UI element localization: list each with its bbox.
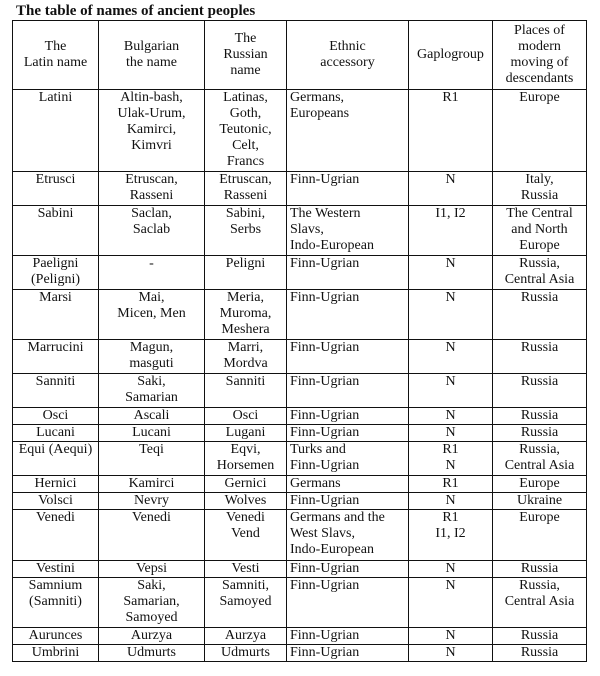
ethnic-accessory-cell: Germans and the West Slavs, Indo-European — [287, 510, 409, 561]
bulgarian-name-cell: - — [99, 256, 205, 290]
header-places: Places of modern moving of descendants — [493, 21, 587, 90]
russian-name-cell: Sanniti — [205, 374, 287, 408]
table-row — [13, 476, 587, 493]
table-row — [13, 493, 587, 510]
table-row — [13, 290, 587, 340]
places-cell: Ukraine — [493, 493, 587, 510]
latin-name-cell: Equi (Aequi) — [13, 442, 99, 476]
bulgarian-name-cell: Etruscan, Rasseni — [99, 172, 205, 206]
ethnic-accessory-cell: Finn-Ugrian — [287, 578, 409, 628]
bulgarian-name-cell: Lucani — [99, 425, 205, 442]
russian-name-cell: Osci — [205, 408, 287, 425]
ethnic-accessory-cell: Finn-Ugrian — [287, 172, 409, 206]
gaplogroup-cell: N — [409, 561, 493, 578]
ethnic-accessory-cell: Finn-Ugrian — [287, 408, 409, 425]
bulgarian-name-cell: Saclan, Saclab — [99, 206, 205, 256]
ethnic-accessory-cell: Turks and Finn-Ugrian — [287, 442, 409, 476]
table-row — [13, 442, 587, 476]
table-row — [13, 340, 587, 374]
russian-name-cell: Marri, Mordva — [205, 340, 287, 374]
header-ethnic-accessory: Ethnic accessory — [287, 21, 409, 90]
places-cell: Europe — [493, 510, 587, 561]
table-title: The table of names of ancient peoples — [16, 3, 256, 19]
table-row — [13, 561, 587, 578]
bulgarian-name-cell: Teqi — [99, 442, 205, 476]
header-russian-name: The Russian name — [205, 21, 287, 90]
gaplogroup-cell: R1 — [409, 476, 493, 493]
russian-name-cell: Eqvi, Horsemen — [205, 442, 287, 476]
table-body — [13, 90, 587, 662]
latin-name-cell: Volsci — [13, 493, 99, 510]
ethnic-accessory-cell: Finn-Ugrian — [287, 628, 409, 645]
table-row — [13, 578, 587, 628]
latin-name-cell: Venedi — [13, 510, 99, 561]
ethnic-accessory-cell: Finn-Ugrian — [287, 340, 409, 374]
russian-name-cell: Etruscan, Rasseni — [205, 172, 287, 206]
bulgarian-name-cell: Kamirci — [99, 476, 205, 493]
bulgarian-name-cell: Vepsi — [99, 561, 205, 578]
ethnic-accessory-cell: Finn-Ugrian — [287, 493, 409, 510]
latin-name-cell: Marrucini — [13, 340, 99, 374]
bulgarian-name-cell: Magun, masguti — [99, 340, 205, 374]
bulgarian-name-cell: Ascali — [99, 408, 205, 425]
gaplogroup-cell: N — [409, 374, 493, 408]
ethnic-accessory-cell: Germans, Europeans — [287, 90, 409, 172]
header-row — [13, 21, 587, 90]
latin-name-cell: Sabini — [13, 206, 99, 256]
table-row — [13, 628, 587, 645]
places-cell: The Central and North Europe — [493, 206, 587, 256]
russian-name-cell: Wolves — [205, 493, 287, 510]
places-cell: Europe — [493, 476, 587, 493]
bulgarian-name-cell: Udmurts — [99, 645, 205, 662]
places-cell: Russia, Central Asia — [493, 442, 587, 476]
table-row — [13, 408, 587, 425]
ethnic-accessory-cell: Germans — [287, 476, 409, 493]
peoples-table — [12, 20, 587, 662]
table-row — [13, 425, 587, 442]
places-cell: Russia — [493, 290, 587, 340]
gaplogroup-cell: N — [409, 172, 493, 206]
gaplogroup-cell: R1 — [409, 90, 493, 172]
latin-name-cell: Latini — [13, 90, 99, 172]
gaplogroup-cell: N — [409, 425, 493, 442]
russian-name-cell: Peligni — [205, 256, 287, 290]
russian-name-cell: Venedi Vend — [205, 510, 287, 561]
table-row — [13, 510, 587, 561]
table-row — [13, 90, 587, 172]
table-row — [13, 645, 587, 662]
bulgarian-name-cell: Aurzya — [99, 628, 205, 645]
ethnic-accessory-cell: Finn-Ugrian — [287, 425, 409, 442]
gaplogroup-cell: R1 I1, I2 — [409, 510, 493, 561]
gaplogroup-cell: N — [409, 256, 493, 290]
latin-name-cell: Umbrini — [13, 645, 99, 662]
ethnic-accessory-cell: Finn-Ugrian — [287, 374, 409, 408]
places-cell: Italy, Russia — [493, 172, 587, 206]
gaplogroup-cell: N — [409, 578, 493, 628]
places-cell: Russia, Central Asia — [493, 256, 587, 290]
russian-name-cell: Aurzya — [205, 628, 287, 645]
header-bulgarian-name: Bulgarian the name — [99, 21, 205, 90]
russian-name-cell: Latinas, Goth, Teutonic, Celt, Francs — [205, 90, 287, 172]
russian-name-cell: Samniti, Samoyed — [205, 578, 287, 628]
latin-name-cell: Etrusci — [13, 172, 99, 206]
ethnic-accessory-cell: Finn-Ugrian — [287, 290, 409, 340]
places-cell: Russia — [493, 561, 587, 578]
latin-name-cell: Marsi — [13, 290, 99, 340]
table-row — [13, 172, 587, 206]
latin-name-cell: Vestini — [13, 561, 99, 578]
gaplogroup-cell: N — [409, 340, 493, 374]
ethnic-accessory-cell: Finn-Ugrian — [287, 561, 409, 578]
gaplogroup-cell: N — [409, 645, 493, 662]
places-cell: Russia — [493, 628, 587, 645]
table-row — [13, 206, 587, 256]
ethnic-accessory-cell: Finn-Ugrian — [287, 256, 409, 290]
gaplogroup-cell: N — [409, 628, 493, 645]
russian-name-cell: Meria, Muroma, Meshera — [205, 290, 287, 340]
places-cell: Russia — [493, 340, 587, 374]
bulgarian-name-cell: Altin-bash, Ulak-Urum, Kamirci, Kimvri — [99, 90, 205, 172]
latin-name-cell: Sanniti — [13, 374, 99, 408]
ethnic-accessory-cell: The Western Slavs, Indo-European — [287, 206, 409, 256]
gaplogroup-cell: N — [409, 493, 493, 510]
gaplogroup-cell: I1, I2 — [409, 206, 493, 256]
bulgarian-name-cell: Saki, Samarian — [99, 374, 205, 408]
table-row — [13, 256, 587, 290]
bulgarian-name-cell: Mai, Micen, Men — [99, 290, 205, 340]
ethnic-accessory-cell: Finn-Ugrian — [287, 645, 409, 662]
latin-name-cell: Samnium (Samniti) — [13, 578, 99, 628]
places-cell: Russia — [493, 374, 587, 408]
latin-name-cell: Lucani — [13, 425, 99, 442]
latin-name-cell: Paeligni (Peligni) — [13, 256, 99, 290]
russian-name-cell: Sabini, Serbs — [205, 206, 287, 256]
places-cell: Russia — [493, 425, 587, 442]
latin-name-cell: Hernici — [13, 476, 99, 493]
russian-name-cell: Udmurts — [205, 645, 287, 662]
header-gaplogroup: Gaplogroup — [409, 21, 493, 90]
bulgarian-name-cell: Venedi — [99, 510, 205, 561]
bulgarian-name-cell: Nevry — [99, 493, 205, 510]
russian-name-cell: Vesti — [205, 561, 287, 578]
places-cell: Russia — [493, 645, 587, 662]
latin-name-cell: Aurunces — [13, 628, 99, 645]
places-cell: Europe — [493, 90, 587, 172]
gaplogroup-cell: R1 N — [409, 442, 493, 476]
gaplogroup-cell: N — [409, 408, 493, 425]
latin-name-cell: Osci — [13, 408, 99, 425]
places-cell: Russia — [493, 408, 587, 425]
table-row — [13, 374, 587, 408]
header-latin-name: The Latin name — [13, 21, 99, 90]
places-cell: Russia, Central Asia — [493, 578, 587, 628]
russian-name-cell: Lugani — [205, 425, 287, 442]
russian-name-cell: Gernici — [205, 476, 287, 493]
bulgarian-name-cell: Saki, Samarian, Samoyed — [99, 578, 205, 628]
gaplogroup-cell: N — [409, 290, 493, 340]
